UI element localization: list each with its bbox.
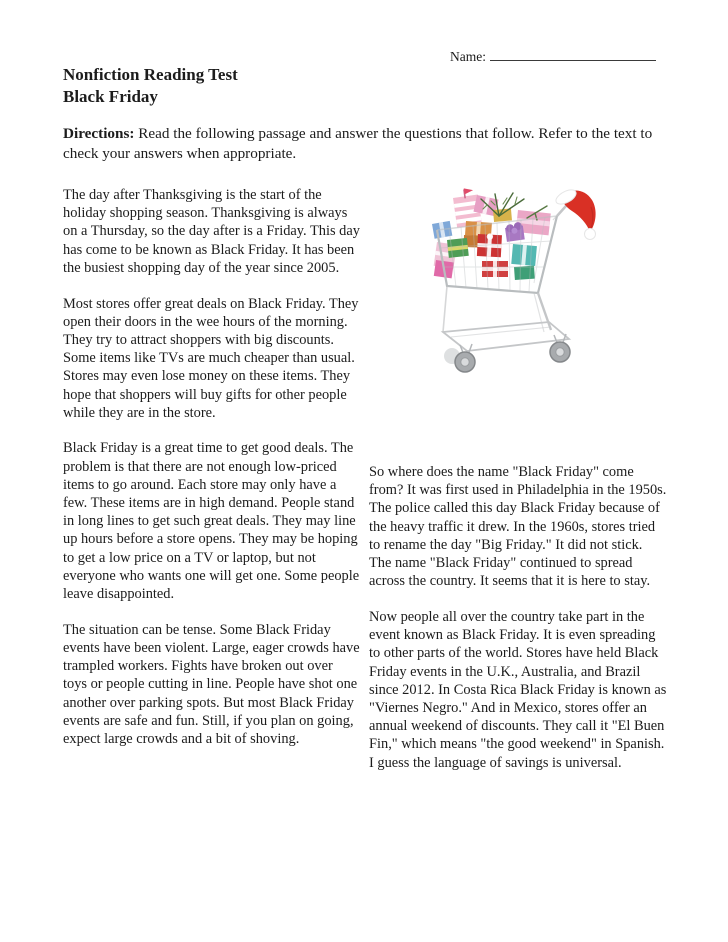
paragraph-4: The situation can be tense. Some Black Friday events have been violent. Large, eager crowds have trampled workers. Fights have broken out over toys or people cutting in line. People have shot one another over parking spots. But most Black Friday events are safe and fun. Still, if you plan on going, expect large crowds and a bit of shoving. bbox=[63, 621, 360, 747]
name-blank-line bbox=[490, 48, 656, 61]
passage-right-column bbox=[369, 463, 668, 789]
paragraph-3: Black Friday is a great time to get good deals. The problem is that there are not enough low-priced items to go around. Each store may only have a few. These items are in high demand. People stand in long lines to get such great deals. They may line up hours before a store opens. They may be hoping to get a low price on a TV or laptop, but not everyone who wants one will get one. Some people leave disappointed. bbox=[63, 440, 360, 603]
page-title bbox=[63, 64, 238, 108]
name-label: Name: bbox=[450, 49, 486, 64]
paragraph-1: The day after Thanksgiving is the start of the holiday shopping season. Thanksgiving is always on a Thursday, so the day after is a Friday. This day has come to be known as Black Friday. It has been the busiest shopping day of the year since 2005. bbox=[63, 187, 360, 276]
cart-wheels-graphic bbox=[444, 334, 570, 372]
name-row bbox=[450, 48, 656, 65]
directions bbox=[63, 124, 665, 163]
paragraph-2: Most stores offer great deals on Black Friday. They open their doors in the wee hours of the morning. They try to attract shoppers with big discounts. Some items like TVs are much cheaper than usual. Stores may even lose money on these items. They hope that shoppers will buy gifts for other people while they are in the store. bbox=[63, 295, 359, 421]
directions-text: Read the following passage and answer the questions that follow. Refer to the text to check your answers when appropriate. bbox=[63, 125, 653, 162]
shopping-cart-image bbox=[423, 184, 608, 384]
paragraph-6: Now people all over the country take part in the event known as Black Friday. It is even spreading to other parts of the world. Stores have held Black Friday events in the U.K., Australia, and Brazil since 2012. In Costa Rica Black Friday is known as "Viernes Negro." And in Mexico, stores offer an annual weekend of discounts. They call it "El Buen Fin," which means "the good weekend" in Spanish. I guess the language of savings is universal. bbox=[369, 608, 667, 771]
paragraph-5: So where does the name "Black Friday" come from? It was first used in Philadelphia in the 1950s. The police called this day Black Friday because of the heavy traffic it drew. In the 1960s, stores tried to rename the day "Big Friday." It did not stick. The name "Black Friday" continued to spread across the country. It seems that it is here to stay. bbox=[369, 464, 667, 590]
passage-left-column bbox=[63, 186, 360, 766]
title-line-1: Nonfiction Reading Test bbox=[63, 65, 238, 84]
cart-undercarriage-graphic bbox=[443, 286, 569, 351]
directions-label: Directions: bbox=[63, 125, 135, 142]
title-line-2: Black Friday bbox=[63, 87, 158, 106]
